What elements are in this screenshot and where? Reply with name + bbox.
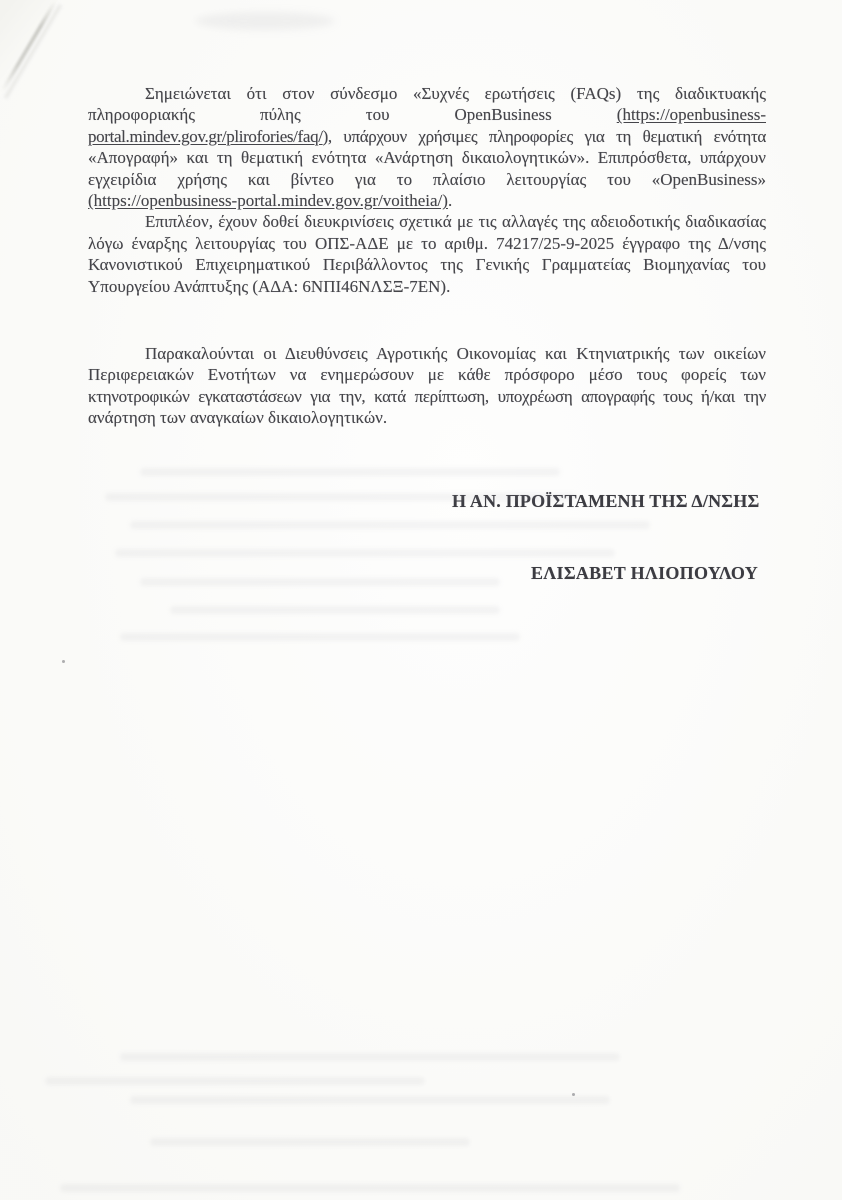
text-segment: Κανονιστικού Επιχειρηματικού Περιβάλλοντος της Γενικής Γραμματείας Βιομηχανίας του xyxy=(88,255,766,275)
scan-speck xyxy=(572,1093,575,1096)
paragraph-request xyxy=(88,343,766,429)
text-segment: . xyxy=(447,191,453,211)
text-segment: λόγω έναρξης λειτουργίας του ΟΠΣ-ΑΔΕ με το αριθμ. 74217/25-9-2025 έγγραφο της Δ/νσης xyxy=(88,233,766,253)
url-text: portal.mindev.gov.gr/plirofories/faq/ xyxy=(88,126,323,146)
bleedthrough-mark xyxy=(140,468,560,476)
text-segment: Επιπλέον, έχουν δοθεί διευκρινίσεις σχετικά με τις αλλαγές της αδειοδοτικής διαδικασίας xyxy=(145,212,766,232)
text-line xyxy=(88,233,766,254)
text-line xyxy=(88,190,766,211)
signatory-title: Η ΑΝ. ΠΡΟΪΣΤΑΜΕΝΗ ΤΗΣ Δ/ΝΣΗΣ xyxy=(452,491,760,511)
bleedthrough-mark xyxy=(170,606,500,614)
bleedthrough-mark xyxy=(120,633,520,641)
text-segment: Παρακαλούνται οι Διευθύνσεις Αγροτικής Οικονομίας και Κτηνιατρικής των οικείων xyxy=(145,344,766,364)
text-line xyxy=(88,211,766,232)
text-segment: Περιφερειακών Ενοτήτων να ενημερώσουν με κάθε πρόσφορο μέσο τους φορείς των xyxy=(88,365,766,385)
bleedthrough-mark xyxy=(120,1053,620,1061)
text-segment: εγχειρίδια χρήσης και βίντεο για το πλαίσιο λειτουργίας του «OpenBusiness» xyxy=(88,169,766,189)
text-line xyxy=(88,83,766,104)
text-line xyxy=(88,364,766,385)
text-line xyxy=(88,343,766,364)
text-line xyxy=(88,126,766,147)
bleedthrough-mark xyxy=(45,1077,425,1085)
bleedthrough-mark xyxy=(130,521,650,529)
text-segment: Υπουργείου Ανάπτυξης (ΑΔΑ: 6ΝΠΙ46ΝΛΣΞ-7ΕΝ). xyxy=(88,276,451,296)
scan-speck xyxy=(62,660,65,663)
text-segment: πληροφοριακής πύλης του OpenBusiness xyxy=(88,105,617,125)
text-line xyxy=(88,407,766,428)
bleedthrough-mark xyxy=(105,493,575,501)
bleedthrough-mark xyxy=(60,1184,680,1192)
scan-smudge xyxy=(195,12,335,30)
text-line xyxy=(88,147,766,168)
text-line xyxy=(88,169,766,190)
text-segment: κτηνοτροφικών εγκαταστάσεων για την, κατά περίπτωση, υποχρέωση απογραφής τους ή/και την xyxy=(88,386,766,406)
paragraph-clarifications xyxy=(88,211,766,297)
bleedthrough-mark xyxy=(150,1138,470,1146)
url-text: (https://openbusiness-portal.mindev.gov.gr/voitheia/) xyxy=(88,191,448,211)
text-line xyxy=(88,104,766,125)
text-segment: ), υπάρχουν χρήσιμες πληροφορίες για τη θεματική ενότητα xyxy=(322,126,766,146)
url-text: (https://openbusiness- xyxy=(616,105,766,125)
text-line xyxy=(88,386,766,407)
document-body xyxy=(88,83,766,429)
text-segment: ανάρτηση των αναγκαίων δικαιολογητικών. xyxy=(88,408,388,428)
text-line xyxy=(88,254,766,275)
bleedthrough-mark xyxy=(130,1096,610,1104)
bleedthrough-mark xyxy=(115,549,615,557)
text-segment: «Απογραφή» και τη θεματική ενότητα «Ανάρτηση δικαιολογητικών». Επιπρόσθετα, υπάρχουν xyxy=(88,148,766,168)
signatory-name: ΕΛΙΣΑΒΕΤ ΗΛΙΟΠΟΥΛΟΥ xyxy=(531,563,758,583)
paragraph-faq-info xyxy=(88,83,766,211)
text-line xyxy=(88,276,766,297)
bleedthrough-mark xyxy=(140,578,500,586)
text-segment: Σημειώνεται ότι στον σύνδεσμο «Συχνές ερωτήσεις (FAQs) της διαδικτυακής xyxy=(145,84,766,103)
